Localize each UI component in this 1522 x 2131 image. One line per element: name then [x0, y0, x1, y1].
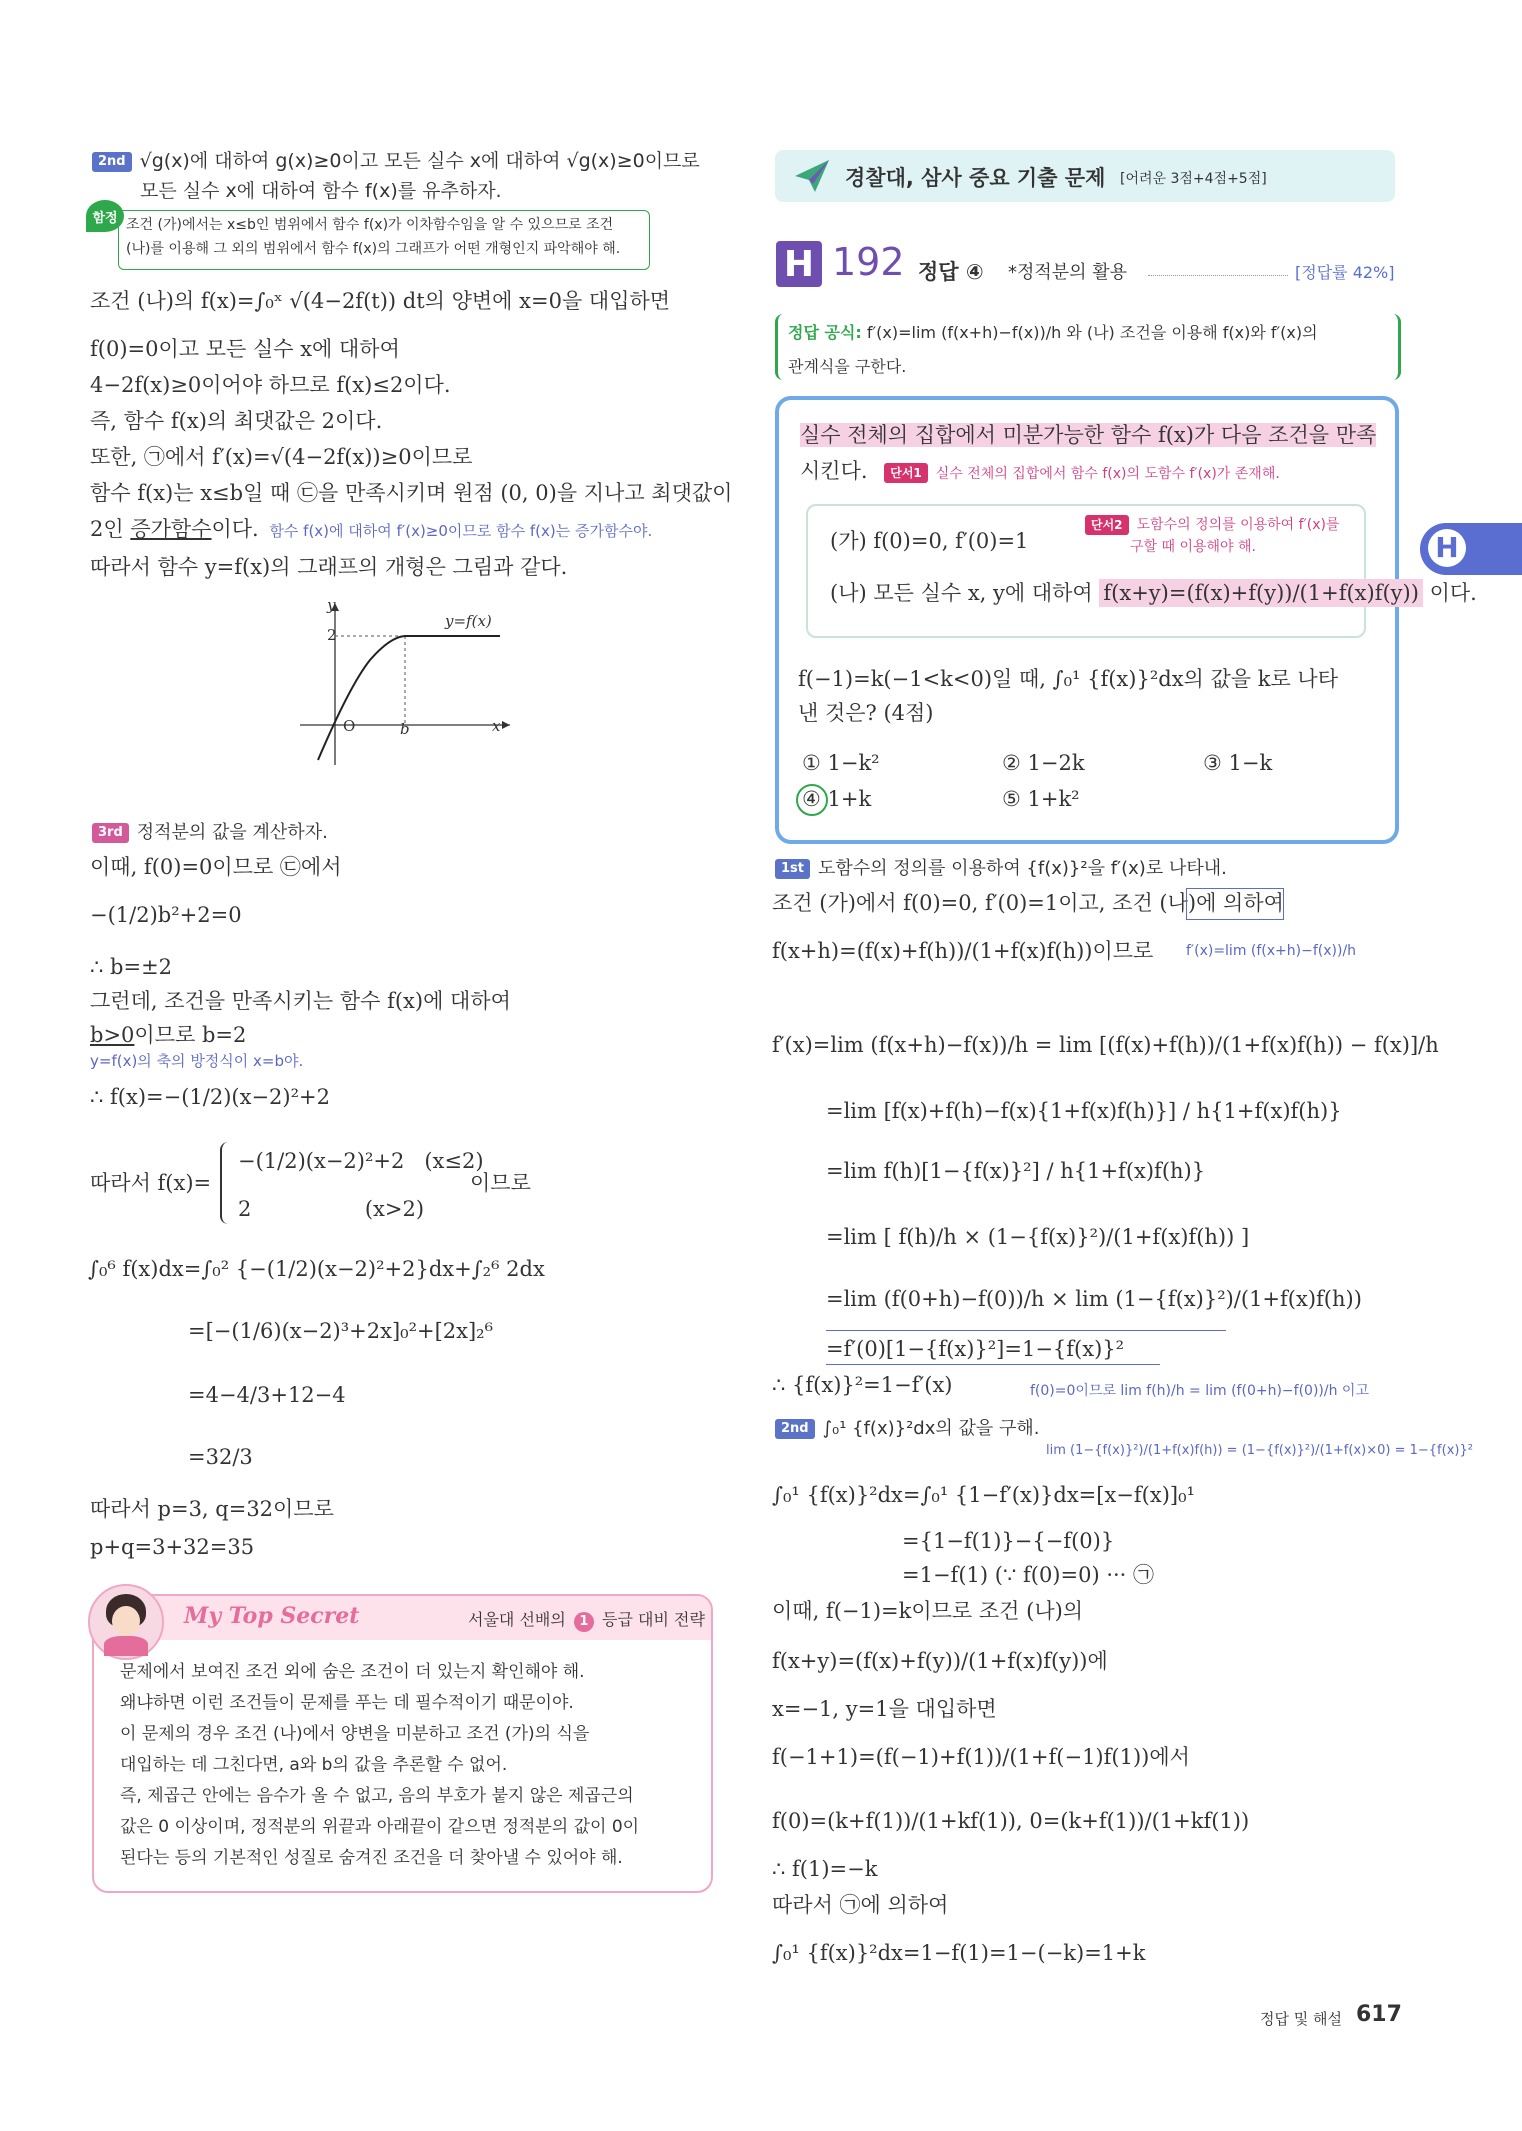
top-secret-subtitle: 서울대 선배의 1 등급 대비 전략 [468, 1607, 705, 1632]
left-m9: =[−(1/6)(x−2)³+2x]₀²+[2x]₂⁶ [188, 1319, 494, 1343]
left-m4: 그런데, 조건을 만족시키는 함수 f(x)에 대하여 [90, 989, 511, 1013]
underline-2 [826, 1364, 1160, 1365]
graph-x-label: x [492, 717, 501, 735]
left-line-4: 즉, 함수 f(x)의 최댓값은 2이다. [90, 409, 383, 433]
case-brace [220, 1142, 234, 1224]
left-line-5: 또한, ㉠에서 f′(x)=√(4−2f(x))≥0이므로 [90, 445, 473, 469]
step2-line1: 2nd √g(x)에 대하여 g(x)≥0이고 모든 실수 x에 대하여 √g(x)≥0이므로 [92, 146, 700, 176]
sol-t1: ∫₀¹ {f(x)}²dx=∫₀¹ {1−f′(x)}dx=[x−f(x)]₀¹ [772, 1483, 1195, 1507]
sol-r9: ∴ {f(x)}²=1−f′(x) [772, 1373, 953, 1397]
option-2[interactable]: ② 1−2k [1002, 751, 1085, 775]
chapter-tab[interactable] [1420, 523, 1522, 575]
chapter-tab-letter: H [1428, 529, 1466, 567]
sol-t9: ∴ f(1)=−k [772, 1857, 878, 1881]
avatar [88, 1584, 164, 1660]
sol-t10: 따라서 ㉠에 의하여 [772, 1893, 949, 1917]
hint2-line-a: 단서2 도함수의 정의를 이용하여 f′(x)를 [1085, 514, 1340, 536]
sol-r4: =lim [f(x)+f(h)−f(x){1+f(x)f(h)}] / h{1+f(x)f(h)} [826, 1099, 1342, 1123]
answer-label: 정답 ④ [918, 260, 984, 284]
tip-icon: 함정 [86, 200, 124, 232]
question-line-1: 실수 전체의 집합에서 미분가능한 함수 f(x)가 다음 조건을 만족 [800, 423, 1377, 447]
paper-plane-icon [791, 156, 831, 196]
left-m11: =32/3 [188, 1445, 253, 1469]
step2-badge: 2nd [92, 152, 132, 172]
left-m2: −(1/2)b²+2=0 [90, 903, 242, 927]
step2-badge-right: 2nd [775, 1419, 815, 1439]
left-m10: =4−4/3+12−4 [188, 1383, 346, 1407]
left-m5-note: y=f(x)의 축의 방정식이 x=b야. [90, 1052, 304, 1070]
top-secret-title: My Top Secret [184, 1603, 360, 1629]
left-m6: ∴ f(x)=−(1/2)(x−2)²+2 [90, 1085, 330, 1109]
sol-t6: x=−1, y=1을 대입하면 [772, 1697, 997, 1721]
left-line-8: 따라서 함수 y=f(x)의 그래프의 개형은 그림과 같다. [90, 555, 568, 579]
tip-line2: (나)를 이용해 그 외의 범위에서 함수 f(x)의 그래프가 어떤 개형인지 파악해야 해. [126, 241, 621, 257]
formula-line-b: 관계식을 구한다. [788, 357, 907, 376]
sol-r6: =lim [ f(h)/h × (1−{f(x)}²)/(1+f(x)f(h)) ] [826, 1225, 1250, 1249]
sol-t11: ∫₀¹ {f(x)}²dx=1−f(1)=1−(−k)=1+k [772, 1941, 1146, 1965]
sol-r1: 조건 (가)에서 f(0)=0, f′(0)=1이고, 조건 (나)에 의하여 [772, 891, 1284, 915]
sol-t5: f(x+y)=(f(x)+f(y))/(1+f(x)f(y))에 [772, 1649, 1108, 1673]
secret-line-4: 대입하는 데 그친다면, a와 b의 값을 추론할 수 없어. [120, 1755, 508, 1775]
left-m7-label: 따라서 f(x)= [90, 1171, 212, 1195]
ref-box [1186, 888, 1284, 920]
topic-label: *정적분의 활용 [1008, 262, 1128, 283]
hint2-line-b: 구할 때 이용해야 해. [1130, 539, 1256, 555]
left-m12: 따라서 p=3, q=32이므로 [90, 1497, 334, 1521]
topic-leader [1148, 275, 1288, 276]
hint1-badge: 단서1 [884, 463, 928, 483]
sol-r2-note: f′(x)=lim (f(x+h)−f(x))/h [1186, 943, 1357, 959]
left-m8: ∫₀⁶ f(x)dx=∫₀² {−(1/2)(x−2)²+2}dx+∫₂⁶ 2dx [88, 1257, 545, 1281]
sol-t2: ={1−f(1)}−{−f(0)} [902, 1529, 1115, 1553]
left-line-1: 조건 (나)의 f(x)=∫₀ˣ √(4−2f(t)) dt의 양변에 x=0을 대입하면 [90, 289, 671, 313]
left-line-7: 2인 증가함수이다. 함수 f(x)에 대하여 f′(x)≥0이므로 함수 f(x)는 증가함수야. [90, 517, 653, 541]
step1-badge: 1st [775, 859, 810, 879]
left-m5: b>0이므로 b=2 [90, 1023, 247, 1047]
left-m7-case2: 2 (x>2) [238, 1197, 425, 1221]
section-header-title: 경찰대, 삼사 중요 기출 문제 [845, 166, 1106, 190]
page-number: 617 [1356, 2002, 1402, 2027]
graph-b-label: b [400, 720, 410, 738]
problem-letter-badge: H [776, 241, 822, 287]
condition-a: (가) f(0)=0, f′(0)=1 [830, 529, 1029, 553]
sol-r3: f′(x)=lim (f(x+h)−f(x))/h = lim [(f(x)+f(h))/(1+f(x)f(h)) − f(x)]/h [772, 1033, 1439, 1057]
section-header-difficulty: [어려운 3점+4점+5점] [1120, 171, 1267, 187]
sol-r8: =f′(0)[1−{f(x)}²]=1−{f(x)}² [826, 1337, 1125, 1361]
graph-y-label: y [327, 596, 336, 614]
problem-number: 192 [832, 240, 905, 284]
left-m1: 이때, f(0)=0이므로 ㉢에서 [90, 855, 342, 879]
step2-line2: 모든 실수 x에 대하여 함수 f(x)를 유추하자. [140, 180, 502, 202]
increasing-note: 함수 f(x)에 대하여 f′(x)≥0이므로 함수 f(x)는 증가함수야. [269, 522, 653, 540]
question-line-4: 낸 것은? (4점) [798, 701, 934, 725]
sol-t7: f(−1+1)=(f(−1)+f(1))/(1+f(−1)f(1))에서 [772, 1745, 1190, 1769]
left-line-2: f(0)=0이고 모든 실수 x에 대하여 [90, 337, 400, 361]
sol-t3: =1−f(1) (∵ f(0)=0) ··· ㉠ [902, 1563, 1155, 1587]
secret-line-7: 된다는 등의 기본적인 성질로 숨겨진 조건을 더 찾아낼 수 있어야 해. [120, 1848, 623, 1868]
option-5[interactable]: ⑤ 1+k² [1002, 787, 1080, 811]
correct-rate: [정답률 42%] [1295, 263, 1395, 282]
solution-step1: 1st 도함수의 정의를 이용하여 {f(x)}²을 f′(x)로 나타내. [775, 854, 1227, 884]
secret-line-2: 왜냐하면 이런 조건들이 문제를 푸는 데 필수적이기 때문이야. [120, 1693, 574, 1713]
sol-r5: =lim f(h)[1−{f(x)}²] / h{1+f(x)f(h)} [826, 1159, 1206, 1183]
left-m13: p+q=3+32=35 [90, 1535, 255, 1559]
hint2-badge: 단서2 [1085, 515, 1129, 535]
graph-two-label: 2 [327, 626, 337, 644]
left-line-6: 함수 f(x)는 x≤b일 때 ㉢을 만족시키며 원점 (0, 0)을 지나고 최댓값이 [90, 481, 733, 505]
step3-badge: 3rd [92, 823, 129, 843]
solution-step2: 2nd ∫₀¹ {f(x)}²dx의 값을 구해. [775, 1414, 1039, 1444]
question-line-2: 시킨다. 단서1 실수 전체의 집합에서 함수 f(x)의 도함수 f′(x)가 존재해. [800, 459, 1280, 483]
sol-r7: =lim (f(0+h)−f(0))/h × lim (1−{f(x)}²)/(1+f(x)f(h)) [826, 1287, 1362, 1311]
secret-line-6: 값은 0 이상이며, 정적분의 위끝과 아래끝이 같으면 정적분의 값이 0이 [120, 1817, 640, 1837]
section-header [775, 150, 1395, 202]
option-1[interactable]: ① 1−k² [802, 751, 880, 775]
footer-label: 정답 및 해설 [1260, 2010, 1342, 2028]
left-m3: ∴ b=±2 [90, 955, 173, 979]
left-line-3: 4−2f(x)≥0이어야 하므로 f(x)≤2이다. [90, 373, 451, 397]
underline-1 [826, 1330, 1226, 1331]
secret-line-3: 이 문제의 경우 조건 (나)에서 양변을 미분하고 조건 (가)의 식을 [120, 1724, 590, 1744]
secret-line-1: 문제에서 보여진 조건 외에 숨은 조건이 더 있는지 확인해야 해. [120, 1662, 585, 1682]
formula-line-a: 정답 공식: f′(x)=lim (f(x+h)−f(x))/h 와 (나) 조건을 이용해 f(x)와 f′(x)의 [788, 323, 1318, 342]
option-4[interactable]: ④ 1+k [802, 787, 872, 811]
sol-s2-note: lim (1−{f(x)}²)/(1+f(x)f(h)) = (1−{f(x)}²)/(1+f(x)×0) = 1−{f(x)}² [1046, 1443, 1473, 1458]
left-m7-case1: −(1/2)(x−2)²+2 (x≤2) [238, 1149, 484, 1173]
graph-curve-label: y=f(x) [445, 612, 492, 630]
left-m7-suffix: 이므로 [470, 1171, 531, 1195]
question-line-3: f(−1)=k(−1<k<0)일 때, ∫₀¹ {f(x)}²dx의 값을 k로 나타 [798, 667, 1339, 691]
secret-line-5: 즉, 제곱근 안에는 음수가 올 수 없고, 음의 부호가 붙지 않은 제곱근의 [120, 1786, 634, 1806]
option-3[interactable]: ③ 1−k [1203, 751, 1273, 775]
sol-t4: 이때, f(−1)=k이므로 조건 (나)의 [772, 1599, 1084, 1623]
tip-line1: 조건 (가)에서는 x≤b인 범위에서 함수 f(x)가 이차함수임을 알 수 있으므로 조건 [126, 217, 614, 233]
graph-origin-label: O [343, 717, 356, 735]
condition-b: (나) 모든 실수 x, y에 대하여 f(x+y)=(f(x)+f(y))/(1+f(x)f(y)) 이다. [830, 581, 1477, 605]
step3-title: 3rd 정적분의 값을 계산하자. [92, 818, 328, 848]
sol-t8: f(0)=(k+f(1))/(1+kf(1)), 0=(k+f(1))/(1+kf(1)) [772, 1809, 1250, 1833]
sol-r9-note: f(0)=0이므로 lim f(h)/h = lim (f(0+h)−f(0))/h 이고 [1030, 1383, 1369, 1399]
sol-r2: f(x+h)=(f(x)+f(h))/(1+f(x)f(h))이므로 [772, 939, 1154, 963]
